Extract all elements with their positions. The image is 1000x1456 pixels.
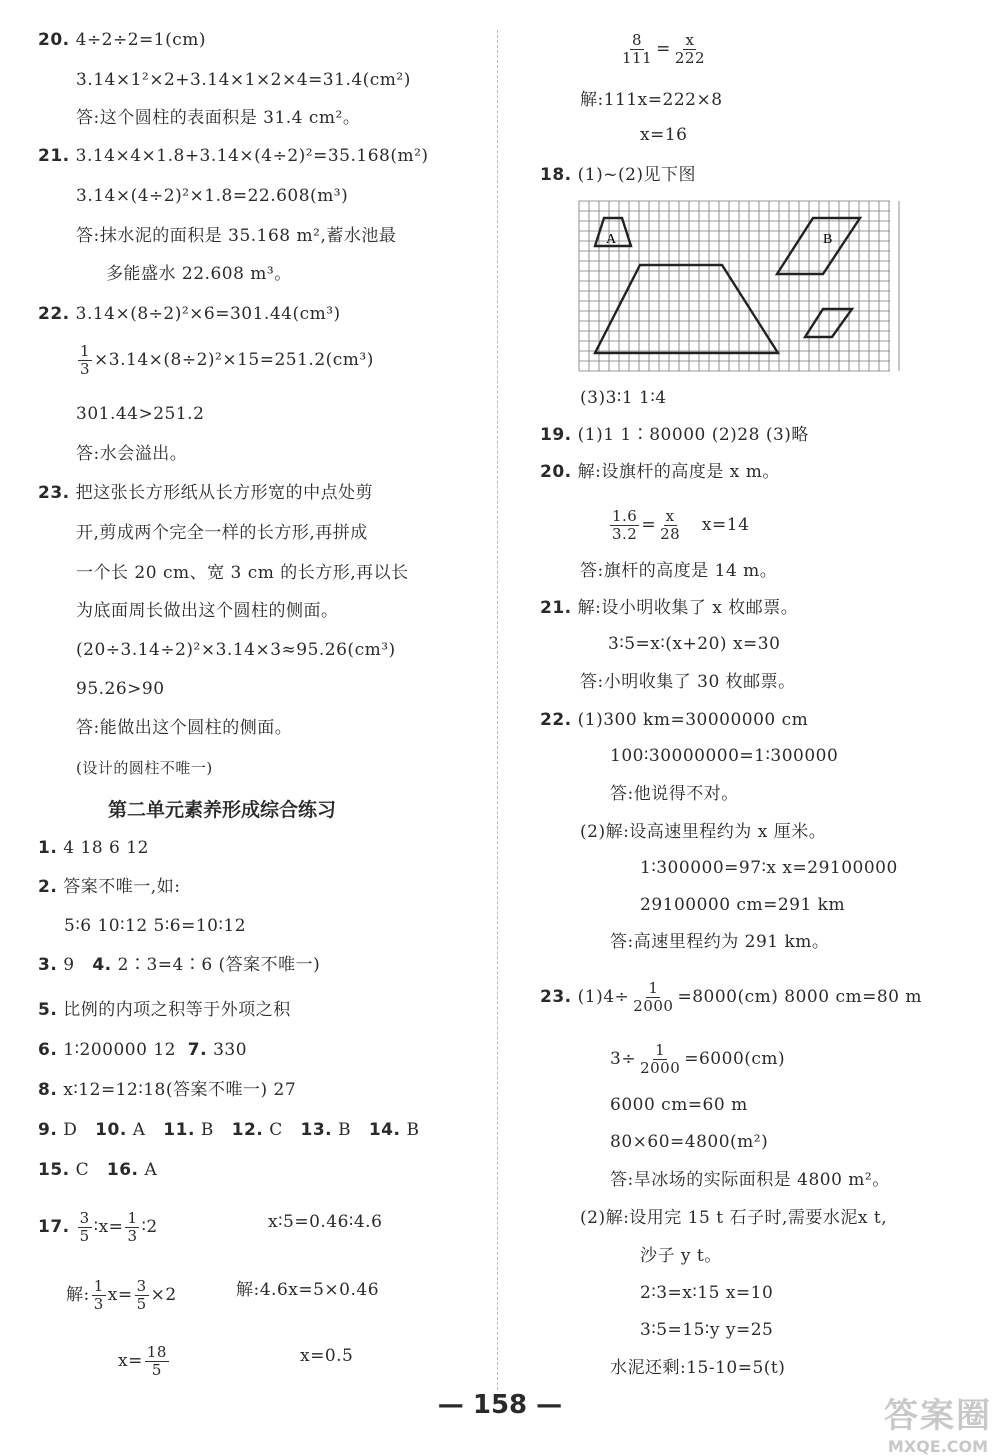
fraction: $\frac{8}{111}$	[622, 31, 653, 67]
q18-grid-figure	[578, 200, 900, 382]
q23-line2: 开,剪成两个完全一样的长方形,再拼成	[76, 523, 368, 543]
ans-17-right1: x∶5=0.46∶4.6	[268, 1212, 383, 1232]
fraction: $\frac{3}{5}$	[136, 1277, 147, 1313]
r-q22-line1: 22. (1)300 km=30000000 cm	[540, 710, 809, 730]
label-b: B	[823, 232, 833, 247]
q21-line1: 21. 3.14×4×1.8+3.14×(4÷2)²=35.168(m²)	[38, 146, 429, 166]
q22-line3: 301.44>251.2	[76, 404, 205, 424]
fraction: $\frac{1}{2000}$	[633, 979, 674, 1015]
ans-1: 1. 4 18 6 12	[38, 838, 149, 858]
r-q23-line6: (2)解:设用完 15 t 石子时,需要水泥x t,	[580, 1208, 888, 1228]
watermark: 答案圈 MXQE.COM	[884, 1396, 992, 1456]
page-number: — 158 —	[437, 1390, 563, 1420]
ans-6-7: 6. 1∶200000 12 7. 330	[38, 1040, 248, 1060]
r-q22-line6: 29100000 cm=291 km	[640, 895, 846, 915]
parallelogram-small	[805, 309, 852, 337]
q21-line2: 3.14×(4÷2)²×1.8=22.608(m³)	[76, 186, 349, 206]
r-q23-line7: 沙子 y t。	[640, 1246, 722, 1266]
fraction: $\frac{1}{3}$	[80, 342, 91, 378]
q20-answer: 答:这个圆柱的表面积是 31.4 cm²。	[76, 108, 361, 128]
fraction: $\frac{1}{3}$	[93, 1277, 104, 1313]
q22-line2: $\frac{1}{3}$ ×3.14×(8÷2)²×15=251.2(cm³)	[80, 342, 374, 378]
q20-line1: 20. 4÷2÷2=1(cm)	[38, 30, 207, 50]
r-q23-answer1: 答:旱冰场的实际面积是 4800 m²。	[610, 1170, 890, 1190]
fraction: $\frac{3}{5}$	[79, 1209, 90, 1245]
column-divider	[497, 30, 498, 1390]
r-q18-line2: (3)3∶1 1∶4	[580, 388, 667, 408]
r-top-result: x=16	[640, 125, 688, 145]
r-q23-line1: 23. (1)4÷ $\frac{1}{2000}$ =8000(cm) 8000 cm=80 m	[540, 979, 922, 1015]
r-q23-line4: 80×60=4800(m²)	[610, 1132, 769, 1152]
r-q23-line3: 6000 cm=60 m	[610, 1095, 748, 1115]
ans-17-line1: 17. $\frac{3}{5}$ ∶x= $\frac{1}{3}$ ∶2	[38, 1209, 158, 1245]
fraction: $\frac{1.6}{3.2}$	[612, 507, 638, 543]
r-q22-line5: 1∶300000=97∶x x=29100000	[640, 858, 898, 878]
r-q21-line1: 21. 解:设小明收集了 x 枚邮票。	[540, 598, 799, 618]
q23-note: (设计的圆柱不唯一)	[76, 759, 213, 777]
fraction: $\frac{1}{3}$	[127, 1209, 138, 1245]
r-q20-eq: $\frac{1.6}{3.2}$ = $\frac{x}{28}$ x=14	[612, 507, 750, 543]
r-q20-answer: 答:旗杆的高度是 14 m。	[580, 561, 778, 581]
q23-answer: 答:能做出这个圆柱的侧面。	[76, 718, 293, 738]
q22-line1: 22. 3.14×(8÷2)²×6=301.44(cm³)	[38, 304, 341, 324]
r-q23-line10: 水泥还剩:15-10=5(t)	[610, 1358, 786, 1378]
fraction: $\frac{1}{2000}$	[640, 1041, 681, 1077]
ans-17-line2: 解: $\frac{1}{3}$ x= $\frac{3}{5}$ ×2	[66, 1277, 177, 1313]
label-a: A	[606, 232, 617, 247]
r-q19: 19. (1)1 1∶80000 (2)28 (3)略	[540, 425, 809, 445]
q22-answer: 答:水会溢出。	[76, 444, 188, 464]
trapezoid-large	[595, 265, 778, 353]
r-q21-line2: 3∶5=x∶(x+20) x=30	[608, 634, 781, 654]
ans-5: 5. 比例的内项之积等于外项之积	[38, 1000, 291, 1020]
r-q22-answer1: 答:他说得不对。	[610, 784, 739, 804]
fraction: $\frac{18}{5}$	[146, 1343, 167, 1379]
q23-line3: 一个长 20 cm、宽 3 cm 的长方形,再以长	[76, 563, 409, 583]
ans-17-line3: x= $\frac{18}{5}$	[118, 1343, 167, 1379]
r-q20-line1: 20. 解:设旗杆的高度是 x m。	[540, 462, 780, 482]
q23-line1: 23. 把这张长方形纸从长方形宽的中点处剪	[38, 483, 374, 503]
q21-answer-cont: 多能盛水 22.608 m³。	[106, 264, 292, 284]
ans-17-right3: x=0.5	[300, 1346, 354, 1366]
r-top-solve: 解:111x=222×8	[580, 90, 723, 110]
section-heading: 第二单元素养形成综合练习	[108, 799, 337, 821]
ans-9-14: 9. D 10. A 11. B 12. C 13. B 14. B	[38, 1120, 420, 1140]
q23-line4: 为底面周长做出这个圆柱的侧面。	[76, 601, 339, 621]
q20-line2: 3.14×1²×2+3.14×1×2×4=31.4(cm²)	[76, 70, 411, 90]
q21-answer: 答:抹水泥的面积是 35.168 m²,蓄水池最	[76, 226, 397, 246]
r-q22-line2: 100∶30000000=1∶300000	[610, 746, 839, 766]
ans-8: 8. x∶12=12∶18(答案不唯一) 27	[38, 1080, 297, 1100]
r-q18-line1: 18. (1)~(2)见下图	[540, 165, 697, 185]
fraction: $\frac{x}{28}$	[660, 507, 681, 543]
r-q22-answer2: 答:高速里程约为 291 km。	[610, 932, 830, 952]
r-top-eq: $\frac{8}{111}$ = $\frac{x}{222}$	[622, 31, 706, 67]
ans-2: 2. 答案不唯一,如:	[38, 877, 181, 897]
fraction: $\frac{x}{222}$	[674, 31, 706, 67]
r-q22-line4: (2)解:设高速里程约为 x 厘米。	[580, 822, 827, 842]
r-q23-line9: 3∶5=15∶y y=25	[640, 1320, 774, 1340]
q23-line6: 95.26>90	[76, 679, 165, 699]
q23-line5: (20÷3.14÷2)²×3.14×3≈95.26(cm³)	[76, 640, 396, 660]
ans-15-16: 15. C 16. A	[38, 1160, 158, 1180]
ans-3-4: 3. 9 4. 2∶3=4∶6 (答案不唯一)	[38, 955, 321, 975]
ans-17-right2: 解:4.6x=5×0.46	[236, 1280, 380, 1300]
ans-2-line2: 5∶6 10∶12 5∶6=10∶12	[64, 916, 247, 936]
r-q23-line8: 2∶3=x∶15 x=10	[640, 1283, 774, 1303]
r-q23-line2: 3÷ $\frac{1}{2000}$ =6000(cm)	[610, 1041, 786, 1077]
parallelogram-b	[777, 218, 860, 274]
r-q21-answer: 答:小明收集了 30 枚邮票。	[580, 672, 796, 692]
